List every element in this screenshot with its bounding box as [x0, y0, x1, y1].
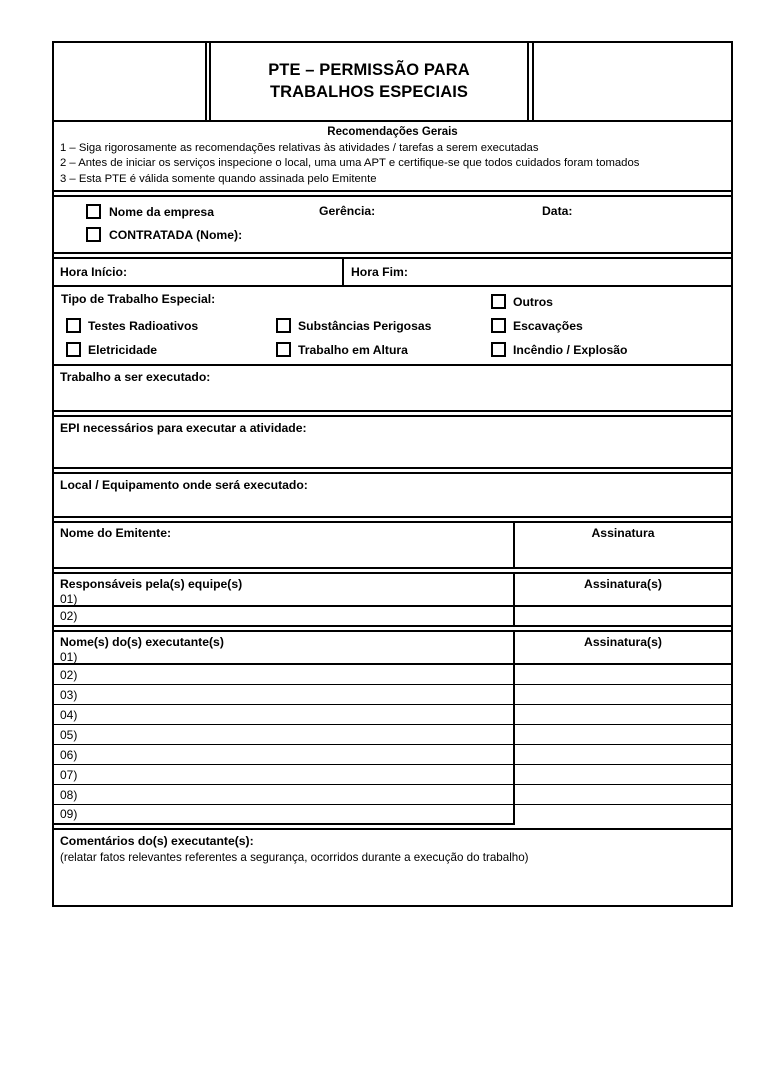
responsibles-header [54, 574, 731, 607]
table-row[interactable] [54, 665, 731, 685]
work-type-option-testes-radioativos[interactable] [66, 318, 198, 333]
recommendation-item: 1 – Siga rigorosamente as recomendações relativas às atividades / tarefas a serem executadas [60, 141, 539, 154]
recommendations-heading: Recomendações Gerais [327, 126, 458, 138]
header-logo-cell [54, 43, 207, 120]
checkbox-icon[interactable] [66, 318, 81, 333]
emitter-name-label: Nome do Emitente: [60, 526, 172, 541]
form-header [54, 43, 731, 122]
work-description-field[interactable] [54, 366, 731, 412]
hours-row [54, 259, 731, 287]
form-title-line-1: PTE – PERMISSÃO PARA [268, 61, 470, 80]
executant-name-cell[interactable] [54, 805, 515, 825]
executant-signature-cell[interactable] [515, 705, 731, 724]
checkbox-icon[interactable] [66, 342, 81, 357]
executant-name-cell[interactable] [54, 745, 515, 764]
checkbox-icon[interactable] [491, 318, 506, 333]
executants-title: Nome(s) do(s) executante(s) [60, 635, 224, 650]
row-number: 08) [60, 787, 78, 802]
end-time-field[interactable] [344, 259, 731, 285]
executant-name-cell[interactable] [54, 705, 515, 724]
row-number: 09) [60, 807, 78, 822]
location-field[interactable] [54, 474, 731, 518]
table-row[interactable] [54, 745, 731, 765]
work-type-label: Trabalho em Altura [298, 342, 408, 357]
recommendation-item: 3 – Esta PTE é válida somente quando assinada pelo Emitente [60, 172, 377, 185]
table-row[interactable] [54, 725, 731, 745]
management-label: Gerência: [319, 204, 376, 219]
company-block [54, 197, 731, 254]
responsibles-signature-cell[interactable] [515, 607, 731, 625]
form-title [211, 43, 529, 120]
executant-signature-cell[interactable] [515, 685, 731, 704]
work-type-option-eletricidade[interactable] [66, 342, 157, 357]
emitter-signature-field[interactable] [515, 523, 731, 567]
work-type-option-outros[interactable] [491, 294, 553, 309]
ppe-label: EPI necessários para executar a atividade: [60, 421, 307, 436]
work-type-block [54, 287, 731, 366]
checkbox-icon[interactable] [276, 342, 291, 357]
executants-signature-title-cell[interactable] [515, 632, 731, 663]
responsibles-row-number: 01) [60, 592, 78, 607]
emitter-name-field[interactable] [54, 523, 515, 567]
executant-signature-cell[interactable] [515, 725, 731, 744]
table-row[interactable] [54, 607, 731, 627]
responsibles-signature-title-cell[interactable] [515, 574, 731, 605]
row-number: 05) [60, 727, 78, 742]
comments-title: Comentários do(s) executante(s): [60, 834, 254, 849]
comments-subtitle: (relatar fatos relevantes referentes a segurança, ocorridos durante a execução do trabalho) [60, 851, 529, 865]
responsibles-signature-title: Assinatura(s) [584, 577, 662, 592]
company-name-option[interactable] [86, 204, 214, 219]
executant-signature-cell[interactable] [515, 745, 731, 764]
executants-signature-title: Assinatura(s) [584, 635, 662, 650]
work-type-option-trabalho-em-altura[interactable] [276, 342, 408, 357]
responsibles-title-cell[interactable] [54, 574, 515, 605]
checkbox-icon[interactable] [491, 294, 506, 309]
contracted-option[interactable] [86, 227, 242, 242]
date-label: Data: [542, 204, 573, 219]
work-description-label: Trabalho a ser executado: [60, 370, 211, 385]
executant-name-cell[interactable] [54, 725, 515, 744]
executant-name-cell[interactable] [54, 785, 515, 804]
header-number-cell [534, 43, 731, 120]
executant-name-cell[interactable] [54, 685, 515, 704]
executant-signature-cell[interactable] [515, 765, 731, 784]
table-row[interactable] [54, 705, 731, 725]
table-row[interactable] [54, 765, 731, 785]
work-type-option-substancias-perigosas[interactable] [276, 318, 431, 333]
pte-form [52, 41, 733, 907]
checkbox-icon[interactable] [276, 318, 291, 333]
work-type-option-incendio-explosao[interactable] [491, 342, 627, 357]
executant-signature-cell[interactable] [515, 785, 731, 804]
executant-name-cell[interactable] [54, 665, 515, 684]
contracted-label: CONTRATADA (Nome): [109, 227, 243, 242]
work-type-option-escavacoes[interactable] [491, 318, 583, 333]
row-number: 02) [60, 609, 78, 624]
row-number: 06) [60, 747, 78, 762]
work-type-title: Tipo de Trabalho Especial: [61, 292, 216, 307]
executant-signature-cell[interactable] [515, 665, 731, 684]
start-time-field[interactable] [54, 259, 344, 285]
responsibles-name-cell[interactable] [54, 607, 515, 625]
row-number: 04) [60, 707, 78, 722]
checkbox-icon[interactable] [491, 342, 506, 357]
end-time-label: Hora Fim: [351, 265, 408, 280]
checkbox-icon[interactable] [86, 227, 101, 242]
row-number: 03) [60, 687, 78, 702]
ppe-field[interactable] [54, 417, 731, 469]
start-time-label: Hora Início: [60, 265, 128, 280]
executants-header [54, 632, 731, 665]
row-number: 02) [60, 667, 78, 682]
recommendation-item: 2 – Antes de iniciar os serviços inspecione o local, uma uma APT e certifique-se que todos cuidados foram tomados [60, 157, 640, 170]
executants-title-cell[interactable] [54, 632, 515, 663]
emitter-signature-label: Assinatura [591, 526, 655, 541]
table-row[interactable] [54, 685, 731, 705]
responsibles-title: Responsáveis pela(s) equipe(s) [60, 577, 243, 592]
recommendations-block [54, 122, 731, 192]
executant-signature-cell[interactable] [515, 805, 731, 825]
row-number: 07) [60, 767, 78, 782]
table-row[interactable] [54, 785, 731, 805]
comments-field[interactable] [54, 830, 731, 905]
work-type-label: Escavações [513, 318, 583, 333]
executant-name-cell[interactable] [54, 765, 515, 784]
emitter-block [54, 523, 731, 569]
company-name-label: Nome da empresa [109, 204, 214, 219]
work-type-label: Incêndio / Explosão [513, 342, 628, 357]
checkbox-icon[interactable] [86, 204, 101, 219]
location-label: Local / Equipamento onde será executado: [60, 478, 308, 493]
table-row[interactable] [54, 805, 731, 825]
work-type-label: Outros [513, 294, 553, 309]
work-type-label: Testes Radioativos [88, 318, 199, 333]
work-type-label: Substâncias Perigosas [298, 318, 432, 333]
work-type-label: Eletricidade [88, 342, 158, 357]
executants-row-number: 01) [60, 650, 78, 665]
form-title-line-2: TRABALHOS ESPECIAIS [269, 82, 469, 101]
